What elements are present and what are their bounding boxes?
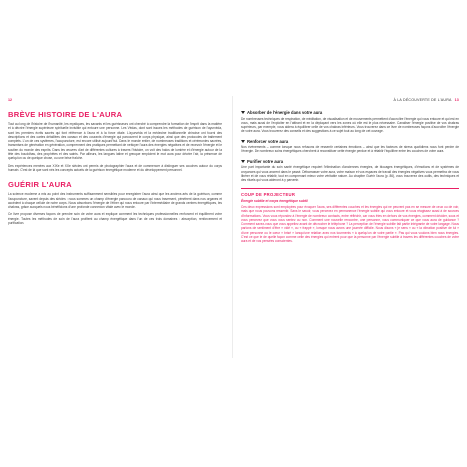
left-page bbox=[4, 96, 226, 358]
section-strengthen bbox=[241, 139, 459, 154]
history-heading: BRÈVE HISTOIRE DE L'AURA bbox=[8, 110, 123, 119]
right-running-head bbox=[237, 96, 463, 106]
section-strengthen-heading: Renforcer votre aura bbox=[241, 139, 459, 144]
history-paragraph-2: Des expériences menées aux XIXe et XXe siècles ont permis de photographier l'aura et de commencer à distinguer ses couches autour du corps humain. C'est de là que sont nés les concepts actuels de la guérison énergétique moderne et du développement personnel. bbox=[8, 163, 222, 172]
section-purify bbox=[241, 159, 459, 183]
spotlight-subtitle: Énergie subtile et corps énergétique subtil bbox=[241, 199, 308, 204]
book-gutter bbox=[232, 96, 233, 358]
right-page-number: 13 bbox=[454, 98, 459, 102]
section-strengthen-text: Nos évènements – comme lorsque nous refusons de ressentir certaines émotions – ainsi que les facteurs de stress quotidiens nous font perdre de l'énergie. De nombreux soins énergétiques cherchent à reconstituer cette énergie perdue et à rétablir l'équilibre entre les couches de votre aura. bbox=[241, 145, 459, 154]
book-spread bbox=[4, 96, 463, 358]
healing-paragraph-1: La science moderne a mis au point des instruments suffisamment sensibles pour enregistrer l'aura ainsi que les anciens arts de la guérison, comme l'acupuncture, savent depuis des siècles : nous sommes un champ d'énergie parcouru de canaux qui nous traversent, pénètrent dans nos organes et accèdent à chaque cellule de notre corps. Nous absorbons l'énergie de l'éther qui nous entoure par l'intermédiaire de grands centres énergétiques, les chakras, grâce auxquels nous bénéficions d'une profonde connexion vitale avec le monde. bbox=[8, 192, 222, 210]
spotlight-box bbox=[241, 188, 459, 243]
running-head-title: À LA DÉCOUVERTE DE L'AURA bbox=[393, 98, 452, 102]
left-running-head bbox=[4, 96, 226, 106]
section-absorb bbox=[241, 110, 459, 134]
history-paragraph-1: Tout au long de l'histoire de l'humanité, les mystiques, les savants et les guérisseurs ont cherché à comprendre la formation de l'esprit dans la matière et à décrire l'énergie supérieure spirituelle invisible qui entoure une personne. Les Védas, dont sont issues les méthodes de guérison de l'ayurvéda, sont les premiers écrits sacrés qui font référence à l'aura et à la force vitale. L'ayurvéda et la médecine traditionnelle chinoise ont fourni des descriptions et des cartes détaillées des canaux et des courants d'énergie qui parcourent le corps physique, ainsi que des protocoles de traitement complets. L'un de ces systèmes, l'acupuncture, est encore utilisé aujourd'hui. Dans le monde entier, de nombreuses traditions et cérémonies sacrées, transmises de génération en génération, comprennent des pratiques permettant de nettoyer l'aura des énergies négatives et de recevoir l'énergie et le soutien du monde des esprits. Dans les œuvres d'art de différentes cultures à travers l'histoire, on voit des halos de lumière et d'énergie autour de la tête des bouddhas, des prophètes et des saints. Par ailleurs, les langues latine et grecque emploient le mot aura pour décrire l'air, la présence de quelqu'un ou de quelque chose, ou une brise fraîche. bbox=[8, 122, 222, 161]
section-absorb-text: De nombreuses techniques de respiration, de méditation, de visualisation et de mouvements permettent d'accroître l'énergie qui vous entoure et qui est en vous, mais aussi de l'exploiter en l'attirant et en la déplaçant vers les zones où elle est le plus nécessaire. Canaliser l'énergie positive de vos chakras supérieurs, par exemple, vous aidera à équilibrer celle de vos chakras inférieurs. Vous trouverez dans ce livre de nombreuses façons d'accroître l'énergie de votre aura. Vous trouverez des conseils et des suggestions à ce sujet tout au long de cet ouvrage. bbox=[241, 116, 459, 134]
section-absorb-heading: Absorber de l'énergie dans votre aura bbox=[241, 110, 459, 115]
right-page bbox=[237, 96, 463, 358]
healing-paragraph-2: Ce livre propose diverses façons de prendre soin de votre aura et explique comment les techniques professionnelles renforcent et équilibrent votre énergie. Toutes les méthodes de soin de l'aura profitent au champ énergétique dans l'un de ces trois domaines : absorption, renforcement et purification. bbox=[8, 212, 222, 226]
spotlight-title: COUP DE PROJECTEUR bbox=[241, 192, 296, 198]
spotlight-text: Ces deux expressions sont employées pour évoquer l'aura, ses différentes couches et les énergies qui ne peuvent pas en se mesure de ceux ou de voir, mais que nous pouvons ressentir. Sans le savoir, vous percevez en permanence l'énergie subtile qui vous entoure et vous réagissez aussi à de sources d'informations. Vous vous répondez à l'énergie de nombreux contacts, entre réfléchir, car vous êtes en dehors de vos énergies, comment décider, sous et vous percevez que vous vous sentez ou non. Comment une nouvelle rencontre, une personne, vous communiquer ce que vous aura de guidance ? Comment savez-vous que vous appeliez avant de décrocher le téléphone ? La perception de l'énergie subtile fait partie intégrante de votre langage. Nous parlons de sentiment d'être « vidé », ou « frappé », lorsque nous avons une journée difficile. Nous disons « je sens » ou « la vibration positive de lui » d'une personne ou le cœur « brisé » lorsqu'une relation avec nos tourments « à quelqu'un de votre partie ». Pas qui vous voulons bien nous énergies. C'est ce que le de quelle façon comme celle des énergies qui entrent pour que la personne par l'énergie subtile à travers les différentes couches de votre aura et de vos pensées conscientes. bbox=[241, 204, 459, 244]
triangle-down-icon bbox=[241, 140, 245, 143]
right-column bbox=[241, 110, 459, 247]
healing-heading: GUÉRIR L'AURA bbox=[8, 180, 72, 190]
left-column bbox=[8, 110, 222, 228]
triangle-down-icon bbox=[241, 160, 245, 163]
section-purify-heading: Purifier votre aura bbox=[241, 159, 459, 164]
left-page-number: 12 bbox=[8, 98, 12, 102]
section-purify-text: Une part importante du soin santé énergétique requiert l'élimination d'anciennes énergies, de blocages énergétiques, d'émotions et de systèmes de croyances qui vous ancrent dans le passé. Débarrasser votre aura, votre maison et vos espaces de travail des énergies négatives vous permettra de vous libérer et de vous rétablir, tout en comprenant mieux votre véritable nature. Au chapitre Guérir l'aura (p. 86), vous trouverez des outils, des techniques et des rituels qui vous aideront à y parvenir. bbox=[241, 165, 459, 183]
triangle-down-icon bbox=[241, 111, 245, 114]
